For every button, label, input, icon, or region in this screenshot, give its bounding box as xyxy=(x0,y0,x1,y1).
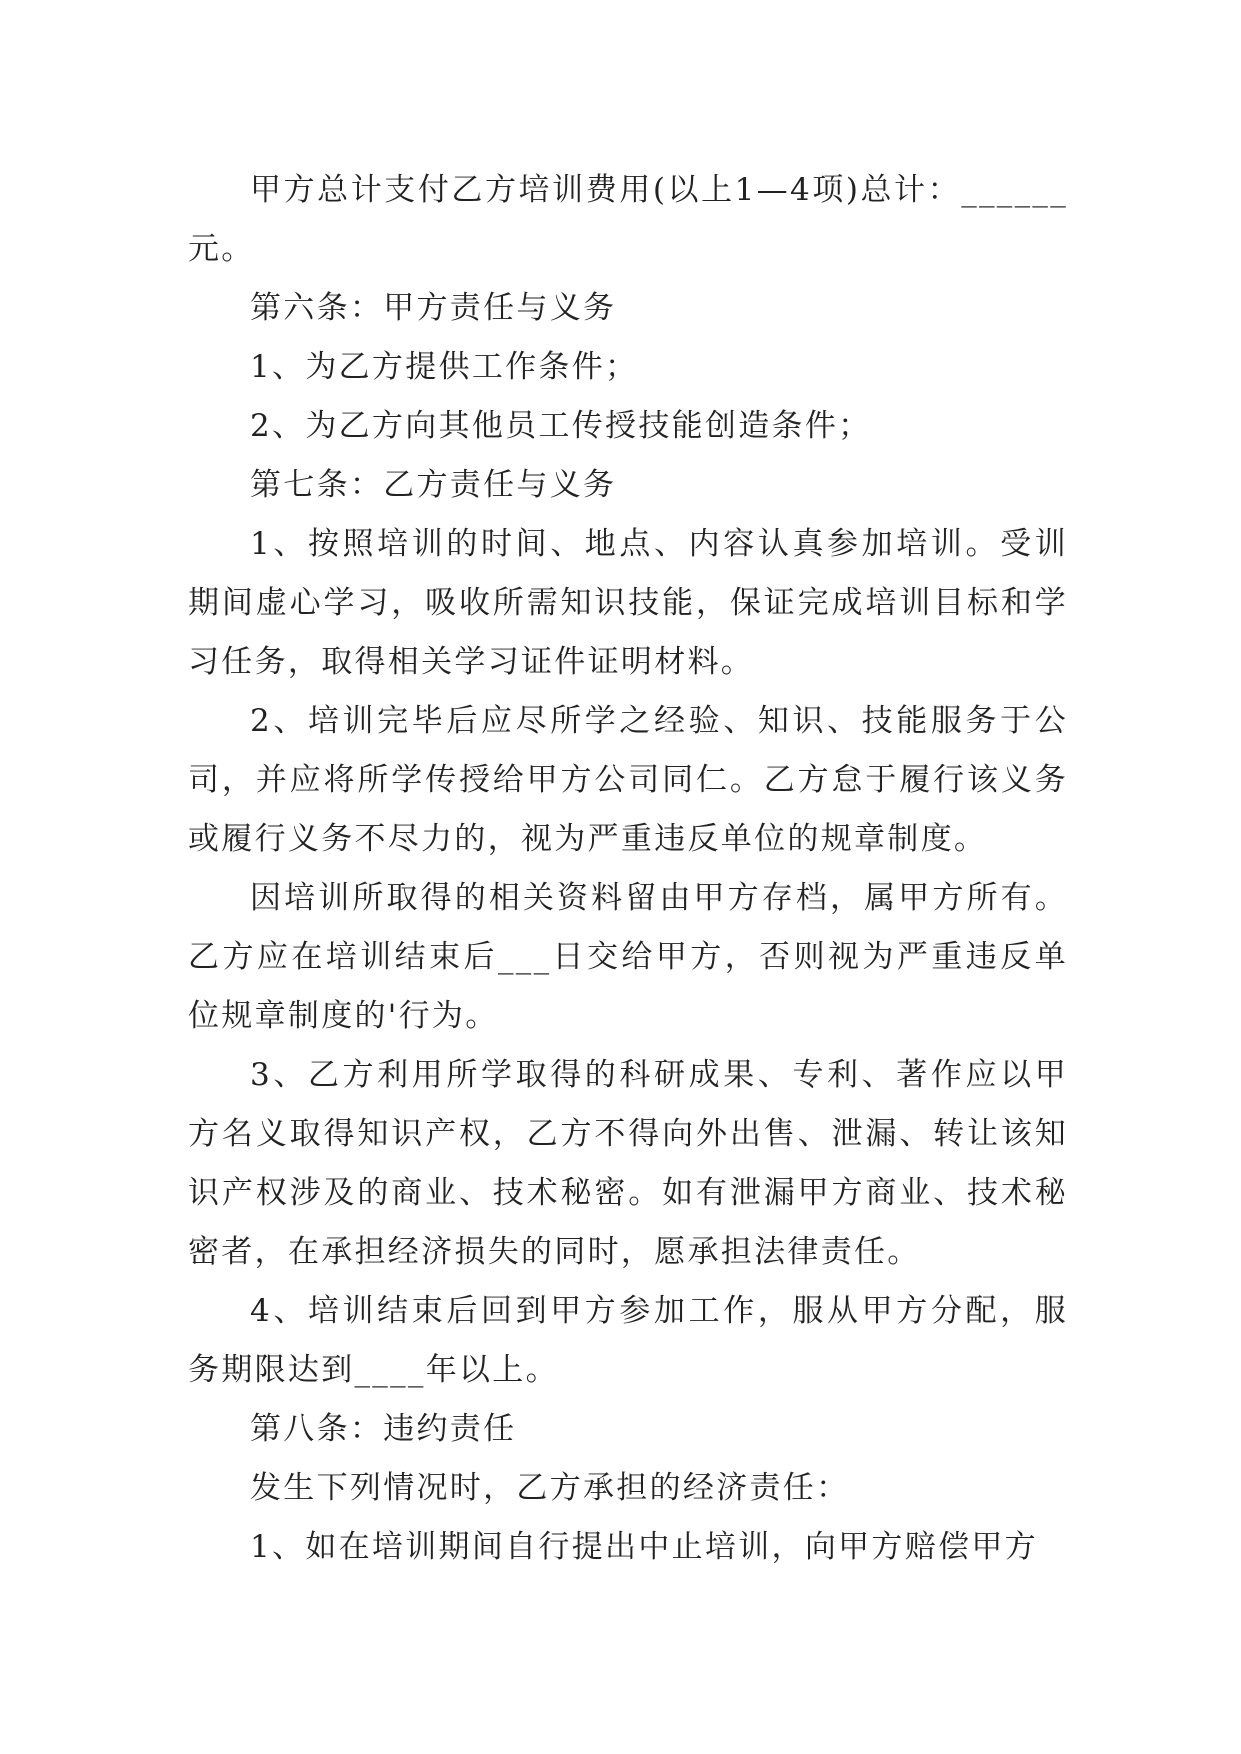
paragraph-party-a-duty-2: 2、为乙方向其他员工传授技能创造条件； xyxy=(250,408,872,444)
paragraph-liability-intro: 发生下列情况时，乙方承担的经济责任： xyxy=(250,1470,850,1506)
paragraph-training-materials: 因培训所取得的相关资料留由甲方存档，属甲方所有。乙方应在培训结束后___日交给甲方，否则视为严重违反单位规章制度的'行为。 xyxy=(188,880,1068,1034)
paragraph-total-fee: 甲方总计支付乙方培训费用(以上1—4项)总计：______元。 xyxy=(188,172,1068,267)
heading-article-seven: 第七条：乙方责任与义务 xyxy=(250,467,617,503)
paragraph-party-b-duty-3: 3、乙方利用所学取得的科研成果、专利、著作应以甲方名义取得知识产权，乙方不得向外出售、泄漏、转让该知识产权涉及的商业、技术秘密。如有泄漏甲方商业、技术秘密者，在承担经济损失的同时，愿承担法律责任。 xyxy=(188,1057,1068,1270)
document-body xyxy=(188,161,1068,1577)
heading-article-eight: 第八条：违约责任 xyxy=(250,1411,517,1447)
paragraph-party-b-duty-4: 4、培训结束后回到甲方参加工作，服从甲方分配，服务期限达到____年以上。 xyxy=(188,1293,1068,1388)
paragraph-liability-1: 1、如在培训期间自行提出中止培训，向甲方赔偿甲方 xyxy=(250,1529,1038,1565)
paragraph-party-b-duty-2: 2、培训完毕后应尽所学之经验、知识、技能服务于公司，并应将所学传授给甲方公司同仁。乙方怠于履行该义务或履行义务不尽力的，视为严重违反单位的规章制度。 xyxy=(188,703,1068,857)
paragraph-party-a-duty-1: 1、为乙方提供工作条件； xyxy=(250,349,639,385)
paragraph-party-b-duty-1: 1、按照培训的时间、地点、内容认真参加培训。受训期间虚心学习，吸收所需知识技能，保证完成培训目标和学习任务，取得相关学习证件证明材料。 xyxy=(188,526,1068,680)
heading-article-six: 第六条：甲方责任与义务 xyxy=(250,290,617,326)
